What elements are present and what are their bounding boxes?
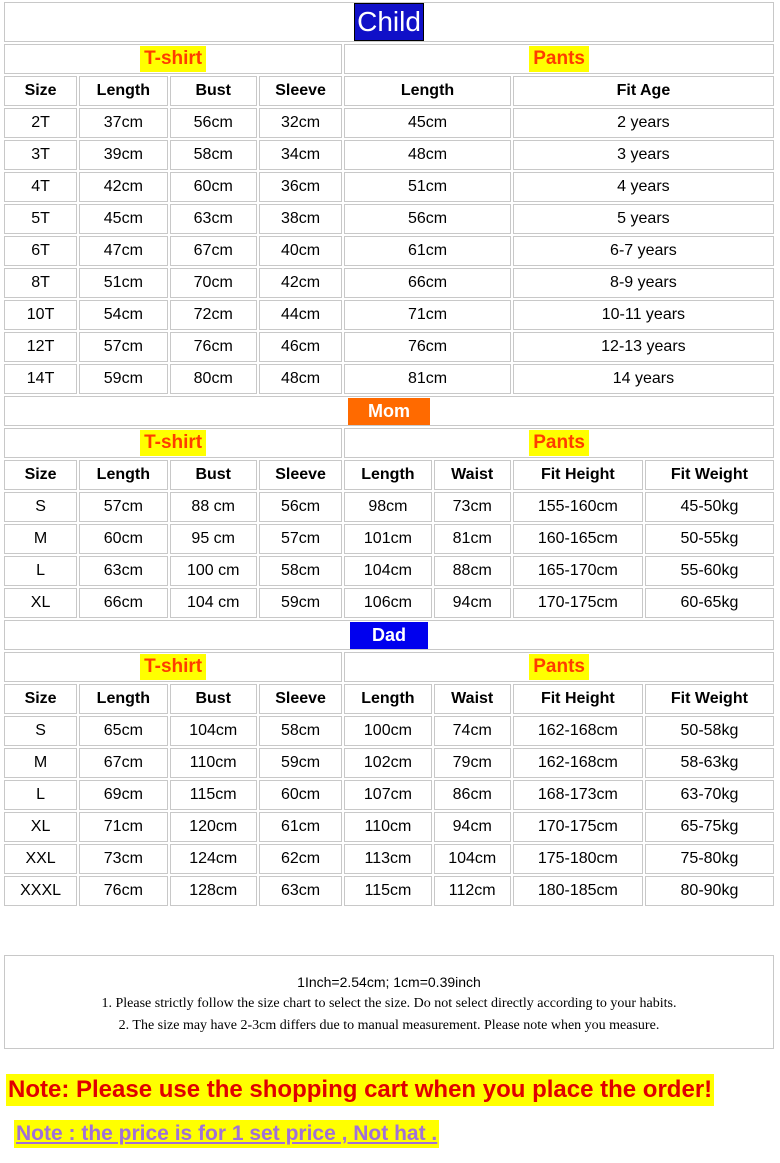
price-note: Note : the price is for 1 set price , Not hat . bbox=[14, 1120, 439, 1148]
mom-table-cell: 60-65kg bbox=[645, 588, 774, 618]
child-table-cell: 37cm bbox=[79, 108, 167, 138]
mom-table-cell: 155-160cm bbox=[513, 492, 643, 522]
dad-table-cell: 128cm bbox=[170, 876, 257, 906]
child-table-cell: 81cm bbox=[344, 364, 511, 394]
mom-size-row bbox=[4, 524, 774, 554]
dad-table-cell: 65cm bbox=[79, 716, 167, 746]
child-column-header: Fit Age bbox=[513, 76, 774, 106]
child-table-cell: 2T bbox=[4, 108, 77, 138]
child-table-cell: 57cm bbox=[79, 332, 167, 362]
child-table-cell: 56cm bbox=[344, 204, 511, 234]
mom-column-header: Sleeve bbox=[259, 460, 342, 490]
child-table-cell: 46cm bbox=[259, 332, 342, 362]
child-table-cell: 71cm bbox=[344, 300, 511, 330]
dad-table-cell: 104cm bbox=[434, 844, 511, 874]
child-table-cell: 51cm bbox=[344, 172, 511, 202]
child-table-cell: 54cm bbox=[79, 300, 167, 330]
dad-column-header: Sleeve bbox=[259, 684, 342, 714]
mom-table-cell: 58cm bbox=[259, 556, 342, 586]
child-size-row bbox=[4, 300, 774, 330]
child-size-row bbox=[4, 140, 774, 170]
mom-table-cell: M bbox=[4, 524, 77, 554]
dad-table-cell: 162-168cm bbox=[513, 748, 643, 778]
dad-table-cell: 58-63kg bbox=[645, 748, 774, 778]
child-category-row bbox=[4, 44, 774, 74]
child-table-cell: 6T bbox=[4, 236, 77, 266]
child-table-cell: 45cm bbox=[79, 204, 167, 234]
child-table-cell: 80cm bbox=[170, 364, 257, 394]
dad-column-header: Length bbox=[344, 684, 431, 714]
dad-category-row bbox=[4, 652, 774, 682]
child-size-row bbox=[4, 108, 774, 138]
child-tshirt-label: T-shirt bbox=[140, 46, 206, 72]
mom-table-cell: 66cm bbox=[79, 588, 167, 618]
mom-pants-cell bbox=[344, 428, 774, 458]
child-table-cell: 60cm bbox=[170, 172, 257, 202]
dad-table-cell: XXL bbox=[4, 844, 77, 874]
mom-column-header: Waist bbox=[434, 460, 511, 490]
child-size-row bbox=[4, 364, 774, 394]
mom-table-cell: 170-175cm bbox=[513, 588, 643, 618]
mom-table-cell: 160-165cm bbox=[513, 524, 643, 554]
child-size-row bbox=[4, 332, 774, 362]
dad-table-cell: 110cm bbox=[344, 812, 431, 842]
mom-section-title: Mom bbox=[348, 398, 430, 425]
mom-column-header: Length bbox=[79, 460, 167, 490]
child-table-cell: 42cm bbox=[259, 268, 342, 298]
child-table-cell: 67cm bbox=[170, 236, 257, 266]
mom-table-cell: 50-55kg bbox=[645, 524, 774, 554]
dad-size-row bbox=[4, 844, 774, 874]
child-table-cell: 40cm bbox=[259, 236, 342, 266]
dad-table-cell: 107cm bbox=[344, 780, 431, 810]
mom-table-cell: 88cm bbox=[434, 556, 511, 586]
dad-table-cell: 180-185cm bbox=[513, 876, 643, 906]
child-table-cell: 72cm bbox=[170, 300, 257, 330]
dad-table-cell: 104cm bbox=[170, 716, 257, 746]
mom-table-cell: 94cm bbox=[434, 588, 511, 618]
mom-table-cell: 81cm bbox=[434, 524, 511, 554]
child-table-cell: 36cm bbox=[259, 172, 342, 202]
dad-table-cell: 80-90kg bbox=[645, 876, 774, 906]
dad-table-cell: 100cm bbox=[344, 716, 431, 746]
dad-table-cell: 168-173cm bbox=[513, 780, 643, 810]
dad-table-cell: 69cm bbox=[79, 780, 167, 810]
dad-table-cell: 120cm bbox=[170, 812, 257, 842]
child-table-cell: 32cm bbox=[259, 108, 342, 138]
dad-table-cell: 73cm bbox=[79, 844, 167, 874]
child-table-cell: 63cm bbox=[170, 204, 257, 234]
dad-table-cell: 60cm bbox=[259, 780, 342, 810]
child-column-header: Length bbox=[79, 76, 167, 106]
child-table-cell: 58cm bbox=[170, 140, 257, 170]
child-table-cell: 42cm bbox=[79, 172, 167, 202]
child-table-cell: 12-13 years bbox=[513, 332, 774, 362]
mom-banner-row bbox=[4, 396, 774, 426]
child-banner-row bbox=[4, 2, 774, 42]
mom-table-cell: 45-50kg bbox=[645, 492, 774, 522]
mom-table-cell: 59cm bbox=[259, 588, 342, 618]
child-pants-label: Pants bbox=[529, 46, 589, 72]
child-table-cell: 8T bbox=[4, 268, 77, 298]
child-table-cell: 3 years bbox=[513, 140, 774, 170]
dad-table-cell: 162-168cm bbox=[513, 716, 643, 746]
child-table-cell: 5 years bbox=[513, 204, 774, 234]
child-table-cell: 48cm bbox=[259, 364, 342, 394]
mom-table-cell: 55-60kg bbox=[645, 556, 774, 586]
dad-tshirt-label: T-shirt bbox=[140, 654, 206, 680]
mom-table-cell: 95 cm bbox=[170, 524, 257, 554]
child-column-header: Size bbox=[4, 76, 77, 106]
child-table-cell: 2 years bbox=[513, 108, 774, 138]
child-table-cell: 12T bbox=[4, 332, 77, 362]
dad-table-cell: 110cm bbox=[170, 748, 257, 778]
dad-size-row bbox=[4, 876, 774, 906]
mom-table-cell: 104cm bbox=[344, 556, 431, 586]
child-size-row bbox=[4, 268, 774, 298]
child-table-cell: 34cm bbox=[259, 140, 342, 170]
mom-column-header: Length bbox=[344, 460, 431, 490]
child-table-cell: 6-7 years bbox=[513, 236, 774, 266]
child-table-cell: 48cm bbox=[344, 140, 511, 170]
dad-banner-row bbox=[4, 620, 774, 650]
child-table-cell: 38cm bbox=[259, 204, 342, 234]
mom-pants-label: Pants bbox=[529, 430, 589, 456]
child-pants-cell bbox=[344, 44, 774, 74]
mom-table-cell: 98cm bbox=[344, 492, 431, 522]
size-chart-table bbox=[2, 0, 776, 908]
dad-table-cell: 75-80kg bbox=[645, 844, 774, 874]
child-table-cell: 5T bbox=[4, 204, 77, 234]
child-size-row bbox=[4, 236, 774, 266]
child-table-cell: 39cm bbox=[79, 140, 167, 170]
child-table-cell: 4T bbox=[4, 172, 77, 202]
mom-table-cell: 88 cm bbox=[170, 492, 257, 522]
dad-pants-label: Pants bbox=[529, 654, 589, 680]
dad-column-header: Length bbox=[79, 684, 167, 714]
dad-table-cell: 65-75kg bbox=[645, 812, 774, 842]
dad-header-row bbox=[4, 684, 774, 714]
child-table-cell: 51cm bbox=[79, 268, 167, 298]
mom-category-row bbox=[4, 428, 774, 458]
dad-table-cell: 102cm bbox=[344, 748, 431, 778]
mom-table-cell: 57cm bbox=[259, 524, 342, 554]
dad-table-cell: 79cm bbox=[434, 748, 511, 778]
dad-table-cell: 59cm bbox=[259, 748, 342, 778]
child-table-cell: 47cm bbox=[79, 236, 167, 266]
dad-size-row bbox=[4, 716, 774, 746]
dad-table-cell: M bbox=[4, 748, 77, 778]
dad-size-row bbox=[4, 812, 774, 842]
dad-column-header: Fit Height bbox=[513, 684, 643, 714]
dad-table-cell: 74cm bbox=[434, 716, 511, 746]
child-table-cell: 14T bbox=[4, 364, 77, 394]
order-note: Note: Please use the shopping cart when you place the order! bbox=[6, 1074, 714, 1106]
child-size-row bbox=[4, 172, 774, 202]
size-note-1: 1. Please strictly follow the size chart to select the size. Do not select directly according to your habits. bbox=[101, 996, 677, 1011]
child-banner-cell bbox=[4, 2, 774, 42]
mom-size-row bbox=[4, 556, 774, 586]
child-table-cell: 8-9 years bbox=[513, 268, 774, 298]
dad-size-row bbox=[4, 780, 774, 810]
mom-table-cell: 60cm bbox=[79, 524, 167, 554]
dad-table-cell: XXXL bbox=[4, 876, 77, 906]
dad-size-row bbox=[4, 748, 774, 778]
child-column-header: Sleeve bbox=[259, 76, 342, 106]
mom-table-cell: 101cm bbox=[344, 524, 431, 554]
mom-column-header: Size bbox=[4, 460, 77, 490]
mom-table-cell: XL bbox=[4, 588, 77, 618]
child-table-cell: 70cm bbox=[170, 268, 257, 298]
child-section-title: Child bbox=[354, 3, 424, 41]
mom-table-cell: 57cm bbox=[79, 492, 167, 522]
dad-column-header: Size bbox=[4, 684, 77, 714]
mom-table-cell: L bbox=[4, 556, 77, 586]
mom-table-cell: 165-170cm bbox=[513, 556, 643, 586]
child-table-cell: 59cm bbox=[79, 364, 167, 394]
dad-table-cell: 62cm bbox=[259, 844, 342, 874]
dad-table-cell: L bbox=[4, 780, 77, 810]
dad-tshirt-cell bbox=[4, 652, 342, 682]
mom-size-row bbox=[4, 588, 774, 618]
dad-table-cell: 124cm bbox=[170, 844, 257, 874]
child-table-cell: 10-11 years bbox=[513, 300, 774, 330]
mom-column-header: Bust bbox=[170, 460, 257, 490]
child-tshirt-cell bbox=[4, 44, 342, 74]
dad-table-cell: 76cm bbox=[79, 876, 167, 906]
mom-column-header: Fit Height bbox=[513, 460, 643, 490]
mom-table-cell: S bbox=[4, 492, 77, 522]
mom-table-cell: 56cm bbox=[259, 492, 342, 522]
dad-table-cell: 86cm bbox=[434, 780, 511, 810]
dad-banner-cell bbox=[4, 620, 774, 650]
dad-table-cell: 175-180cm bbox=[513, 844, 643, 874]
child-table-cell: 3T bbox=[4, 140, 77, 170]
dad-table-cell: 61cm bbox=[259, 812, 342, 842]
dad-table-cell: 71cm bbox=[79, 812, 167, 842]
child-table-cell: 56cm bbox=[170, 108, 257, 138]
mom-size-row bbox=[4, 492, 774, 522]
dad-table-cell: 170-175cm bbox=[513, 812, 643, 842]
child-table-cell: 14 years bbox=[513, 364, 774, 394]
dad-column-header: Waist bbox=[434, 684, 511, 714]
mom-banner-cell bbox=[4, 396, 774, 426]
dad-table-cell: 67cm bbox=[79, 748, 167, 778]
mom-table-cell: 100 cm bbox=[170, 556, 257, 586]
dad-table-cell: S bbox=[4, 716, 77, 746]
mom-table-cell: 104 cm bbox=[170, 588, 257, 618]
size-notes-box bbox=[4, 955, 774, 1049]
child-column-header: Length bbox=[344, 76, 511, 106]
size-note-2: 2. The size may have 2-3cm differs due to manual measurement. Please note when you measure. bbox=[118, 1018, 660, 1033]
child-table-cell: 4 years bbox=[513, 172, 774, 202]
dad-table-cell: 94cm bbox=[434, 812, 511, 842]
child-table-cell: 45cm bbox=[344, 108, 511, 138]
mom-table-cell: 73cm bbox=[434, 492, 511, 522]
child-table-cell: 66cm bbox=[344, 268, 511, 298]
child-header-row bbox=[4, 76, 774, 106]
dad-table-cell: 112cm bbox=[434, 876, 511, 906]
dad-table-cell: 50-58kg bbox=[645, 716, 774, 746]
dad-column-header: Fit Weight bbox=[645, 684, 774, 714]
dad-table-cell: 58cm bbox=[259, 716, 342, 746]
mom-table-cell: 106cm bbox=[344, 588, 431, 618]
dad-table-cell: 113cm bbox=[344, 844, 431, 874]
mom-tshirt-cell bbox=[4, 428, 342, 458]
dad-table-cell: XL bbox=[4, 812, 77, 842]
child-table-cell: 10T bbox=[4, 300, 77, 330]
dad-table-cell: 115cm bbox=[344, 876, 431, 906]
mom-tshirt-label: T-shirt bbox=[140, 430, 206, 456]
dad-table-cell: 63cm bbox=[259, 876, 342, 906]
child-size-row bbox=[4, 204, 774, 234]
dad-pants-cell bbox=[344, 652, 774, 682]
child-table-cell: 76cm bbox=[170, 332, 257, 362]
child-column-header: Bust bbox=[170, 76, 257, 106]
dad-section-title: Dad bbox=[350, 622, 428, 649]
child-table-cell: 61cm bbox=[344, 236, 511, 266]
unit-conversion-note: 1Inch=2.54cm; 1cm=0.39inch bbox=[297, 974, 481, 990]
dad-table-cell: 115cm bbox=[170, 780, 257, 810]
mom-header-row bbox=[4, 460, 774, 490]
child-table-cell: 44cm bbox=[259, 300, 342, 330]
mom-column-header: Fit Weight bbox=[645, 460, 774, 490]
dad-table-cell: 63-70kg bbox=[645, 780, 774, 810]
mom-table-cell: 63cm bbox=[79, 556, 167, 586]
dad-column-header: Bust bbox=[170, 684, 257, 714]
child-table-cell: 76cm bbox=[344, 332, 511, 362]
